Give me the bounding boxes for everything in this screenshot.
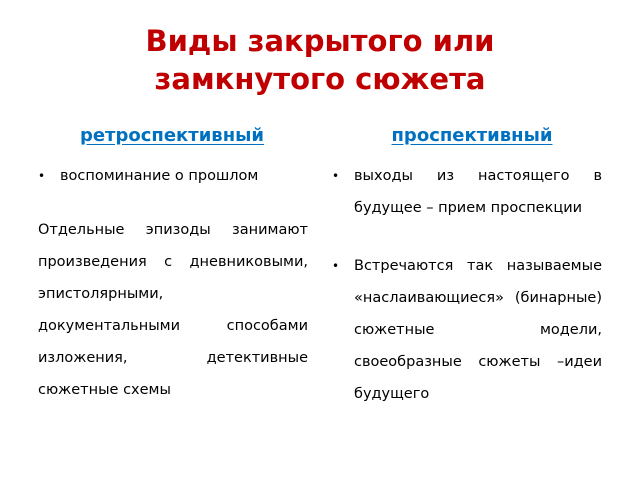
right-column	[332, 160, 602, 410]
right-bullet-text-1: выходы из настоящего в будущее – прием проспекции	[354, 168, 602, 216]
left-bullet-item	[38, 160, 308, 192]
bullet-spacer	[332, 224, 602, 250]
left-column	[38, 160, 308, 406]
bullet-dot-icon: •	[38, 169, 46, 183]
right-bullet-item-1	[332, 160, 602, 224]
left-bullet-text: воспоминание о прошлом	[60, 168, 259, 184]
slide-title-line-2: замкнутого сюжета	[154, 62, 486, 96]
slide-title-line-1: Виды закрытого или	[145, 24, 495, 58]
right-bullet-item-2	[332, 250, 602, 410]
heading-prospective-text: проспективный	[391, 125, 553, 146]
heading-prospective	[336, 124, 608, 148]
heading-retrospective-text: ретроспективный	[79, 125, 265, 146]
slide-title	[0, 22, 640, 98]
heading-retrospective	[36, 124, 308, 148]
left-paragraph: Отдельные эпизоды занимают произведения с дневниковыми, эпистолярными, документальными способами изложения, детективные сюжетные схемы	[38, 222, 308, 398]
bullet-dot-icon: •	[332, 169, 340, 183]
bullet-dot-icon: •	[332, 259, 340, 273]
right-bullet-text-2: Встречаются так называемые «наслаивающиеся» (бинарные) сюжетные модели, своеобразные сюжеты –идеи будущего	[354, 258, 602, 402]
